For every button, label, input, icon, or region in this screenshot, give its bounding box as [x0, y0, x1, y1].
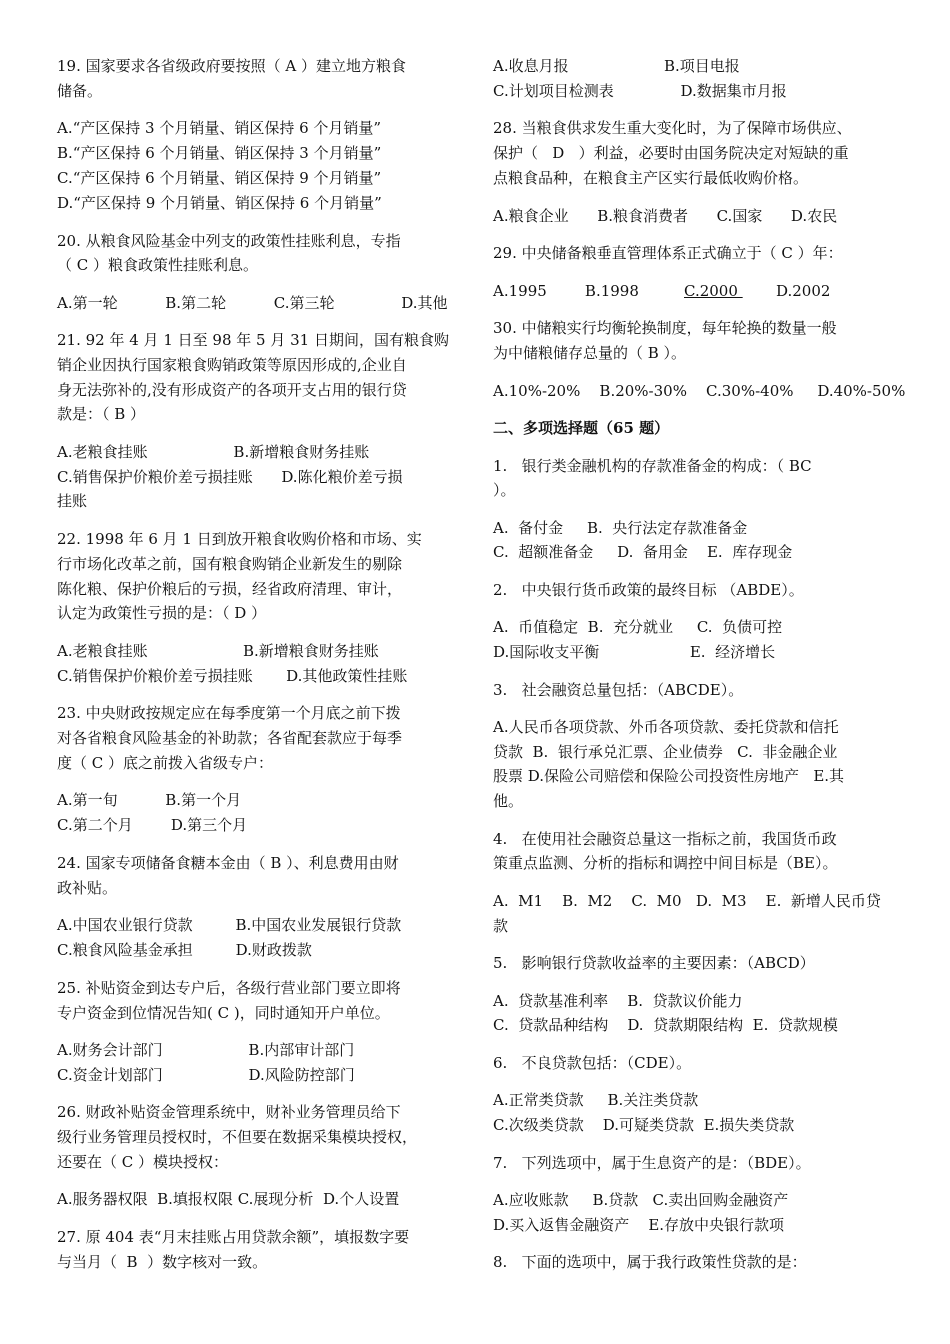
left-text-line: 陈化粮、保护价粮后的亏损，经省政府清理、审计，	[57, 580, 403, 598]
right-text-line: A.10%-20% B.20%-30% C.30%-40% D.40%-50%	[493, 382, 906, 400]
right-text-line: 二、多项选择题（65 题）	[493, 419, 670, 437]
left-text-line: A.“产区保持 3 个月销量、销区保持 6 个月销量”	[57, 119, 382, 137]
right-text-line: 3. 社会融资总量包括：（ABCDE）。	[493, 681, 744, 699]
right-text-line: 8. 下面的选项中，属于我行政策性贷款的是：	[493, 1253, 807, 1271]
left-text-line: 身无法弥补的,没有形成资产的各项开支占用的银行贷	[57, 381, 407, 399]
left-text-line: 23. 中央财政按规定应在每季度第一个月底之前下拨	[57, 704, 401, 722]
left-text-line: C.第二个月 D.第三个月	[57, 816, 248, 834]
right-text-line: 点粮食品种，在粮食主产区实行最低收购价格。	[493, 169, 809, 187]
left-text-line: 储备。	[57, 82, 103, 100]
left-text-line: 政补贴。	[57, 879, 118, 897]
left-text-line: 还要在（ C ）模块授权：	[57, 1153, 229, 1171]
right-text-line: 2. 中央银行货币政策的最终目标 （ABDE）。	[493, 581, 804, 599]
right-text-line: 款	[493, 917, 509, 935]
right-text-line: 5. 影响银行贷款收益率的主要因素：（ABCD）	[493, 954, 815, 972]
right-text-line: 1. 银行类金融机构的存款准备金的构成：（ BC	[493, 457, 812, 475]
left-text-line: 21. 92 年 4 月 1 日至 98 年 5 月 31 日期间，国有粮食购	[57, 331, 449, 349]
right-text-line: A. 贷款基准利率 B. 贷款议价能力	[493, 992, 743, 1010]
left-text-line: 27. 原 404 表“月末挂账占用贷款余额”，填报数字要	[57, 1228, 410, 1246]
left-text-line: A.老粮食挂账 B.新增粮食财务挂账	[57, 642, 379, 660]
right-text-line: A. 备付金 B. 央行法定存款准备金	[493, 519, 748, 537]
right-text-line: A.正常类贷款 B.关注类贷款	[493, 1091, 699, 1109]
left-text-line: 挂账	[57, 492, 88, 510]
right-text-line: 7. 下列选项中，属于生息资产的是：（BDE）。	[493, 1154, 811, 1172]
right-text-line: ）。	[493, 481, 516, 499]
right-text-line: C. 超额准备金 D. 备用金 E. 库存现金	[493, 543, 793, 561]
right-text-line: C.计划项目检测表 D.数据集市月报	[493, 82, 787, 100]
right-text-line: 4. 在使用社会融资总量这一指标之前，我国货币政	[493, 830, 837, 848]
left-text-line: 级行业务管理员授权时，不但要在数据采集模块授权，	[57, 1128, 418, 1146]
left-text-line: A.老粮食挂账 B.新增粮食财务挂账	[57, 443, 370, 461]
left-text-line: C.资金计划部门 D.风险防控部门	[57, 1066, 355, 1084]
left-text-line: 销企业因执行国家粮食购销政策等原因形成的,企业自	[57, 356, 407, 374]
right-text-line: 6. 不良贷款包括：（CDE）。	[493, 1054, 692, 1072]
right-text-line: 股票 D.保险公司赔偿和保险公司投资性房地产 E.其	[493, 767, 845, 785]
right-text-line: A.人民币各项贷款、外币各项贷款、委托贷款和信托	[493, 718, 839, 736]
right-text-line: C.次级类贷款 D.可疑类贷款 E.损失类贷款	[493, 1116, 795, 1134]
left-text-line: 26. 财政补贴资金管理系统中，财补业务管理员给下	[57, 1103, 401, 1121]
left-text-line: 19. 国家要求各省级政府要按照（ A ）建立地方粮食	[57, 57, 406, 75]
left-text-line: 与当月（ B ）数字核对一致。	[57, 1253, 268, 1271]
right-text-line: 28. 当粮食供求发生重大变化时，为了保障市场供应、	[493, 119, 852, 137]
right-text-line: 30. 中储粮实行均衡轮换制度，每年轮换的数量一般	[493, 319, 837, 337]
right-text-line: A.应收账款 B.贷款 C.卖出回购金融资产	[493, 1191, 789, 1209]
left-text-line: 认定为政策性亏损的是：（ D ）	[57, 604, 267, 622]
right-text-line: 贷款 B. 银行承兑汇票、企业债券 C. 非金融企业	[493, 743, 838, 761]
left-text-line: A.服务器权限 B.填报权限 C.展现分析 D.个人设置	[57, 1190, 400, 1208]
left-text-line: C.销售保护价粮价差亏损挂账 D.其他政策性挂账	[57, 667, 408, 685]
right-text-line: C. 贷款品种结构 D. 贷款期限结构 E. 贷款规模	[493, 1016, 838, 1034]
left-text-line: 专户资金到位情况告知( C )，同时通知开户单位。	[57, 1004, 390, 1022]
right-text-line: 他。	[493, 792, 524, 810]
right-text-line: 29. 中央储备粮垂直管理体系正式确立于（ C ）年：	[493, 244, 843, 262]
right-text-line: A.1995 B.1998	[493, 282, 639, 300]
left-text-line: 行市场化改革之前，国有粮食购销企业新发生的剔除	[57, 555, 403, 573]
right-text-line: C.2000	[684, 282, 743, 300]
left-text-line: 20. 从粮食风险基金中列支的政策性挂账利息，专指	[57, 232, 401, 250]
left-text-line: A.第一旬 B.第一个月	[57, 791, 242, 809]
left-text-line: C.销售保护价粮价差亏损挂账 D.陈化粮价差亏损	[57, 468, 403, 486]
left-text-line: 度（ C ）底之前拨入省级专户：	[57, 754, 274, 772]
right-text-line: 为中储粮储存总量的（ B ）。	[493, 344, 687, 362]
left-text-line: B.“产区保持 6 个月销量、销区保持 3 个月销量”	[57, 144, 382, 162]
left-text-line: A.中国农业银行贷款 B.中国农业发展银行贷款	[57, 916, 402, 934]
left-text-line: D.“产区保持 9 个月销量、销区保持 6 个月销量”	[57, 194, 382, 212]
left-text-line: 款是：（ B ）	[57, 405, 146, 423]
right-text-line: A.粮食企业 B.粮食消费者 C.国家 D.农民	[493, 207, 838, 225]
right-text-line: D.国际收支平衡 E. 经济增长	[493, 643, 776, 661]
left-text-line: 22. 1998 年 6 月 1 日到放开粮食收购价格和市场、实	[57, 530, 422, 548]
left-text-line: A.财务会计部门 B.内部审计部门	[57, 1041, 355, 1059]
right-text-line: D.买入返售金融资产 E.存放中央银行款项	[493, 1216, 785, 1234]
right-text-line: A. M1 B. M2 C. M0 D. M3 E. 新增人民币贷	[493, 892, 881, 910]
left-text-line: 对各省粮食风险基金的补助款；各省配套款应于每季	[57, 729, 403, 747]
left-text-line: C.“产区保持 6 个月销量、销区保持 9 个月销量”	[57, 169, 382, 187]
right-text-line: A.收息月报 B.项目电报	[493, 57, 740, 75]
left-text-line: 24. 国家专项储备食糖本金由（ B ）、利息费用由财	[57, 854, 399, 872]
left-text-line: 25. 补贴资金到达专户后，各级行营业部门要立即将	[57, 979, 401, 997]
right-text-line: A. 币值稳定 B. 充分就业 C. 负债可控	[493, 618, 783, 636]
left-text-line: C.粮食风险基金承担 D.财政拨款	[57, 941, 312, 959]
right-text-line: 保护（ D ）利益，必要时由国务院决定对短缺的重	[493, 144, 849, 162]
left-text-line: A.第一轮 B.第二轮 C.第三轮 D.其他	[57, 294, 448, 312]
right-text-line: D.2002	[776, 282, 831, 300]
left-text-line: （ C ）粮食政策性挂账利息。	[57, 256, 259, 274]
right-text-line: 策重点监测、分析的指标和调控中间目标是（BE）。	[493, 854, 838, 872]
